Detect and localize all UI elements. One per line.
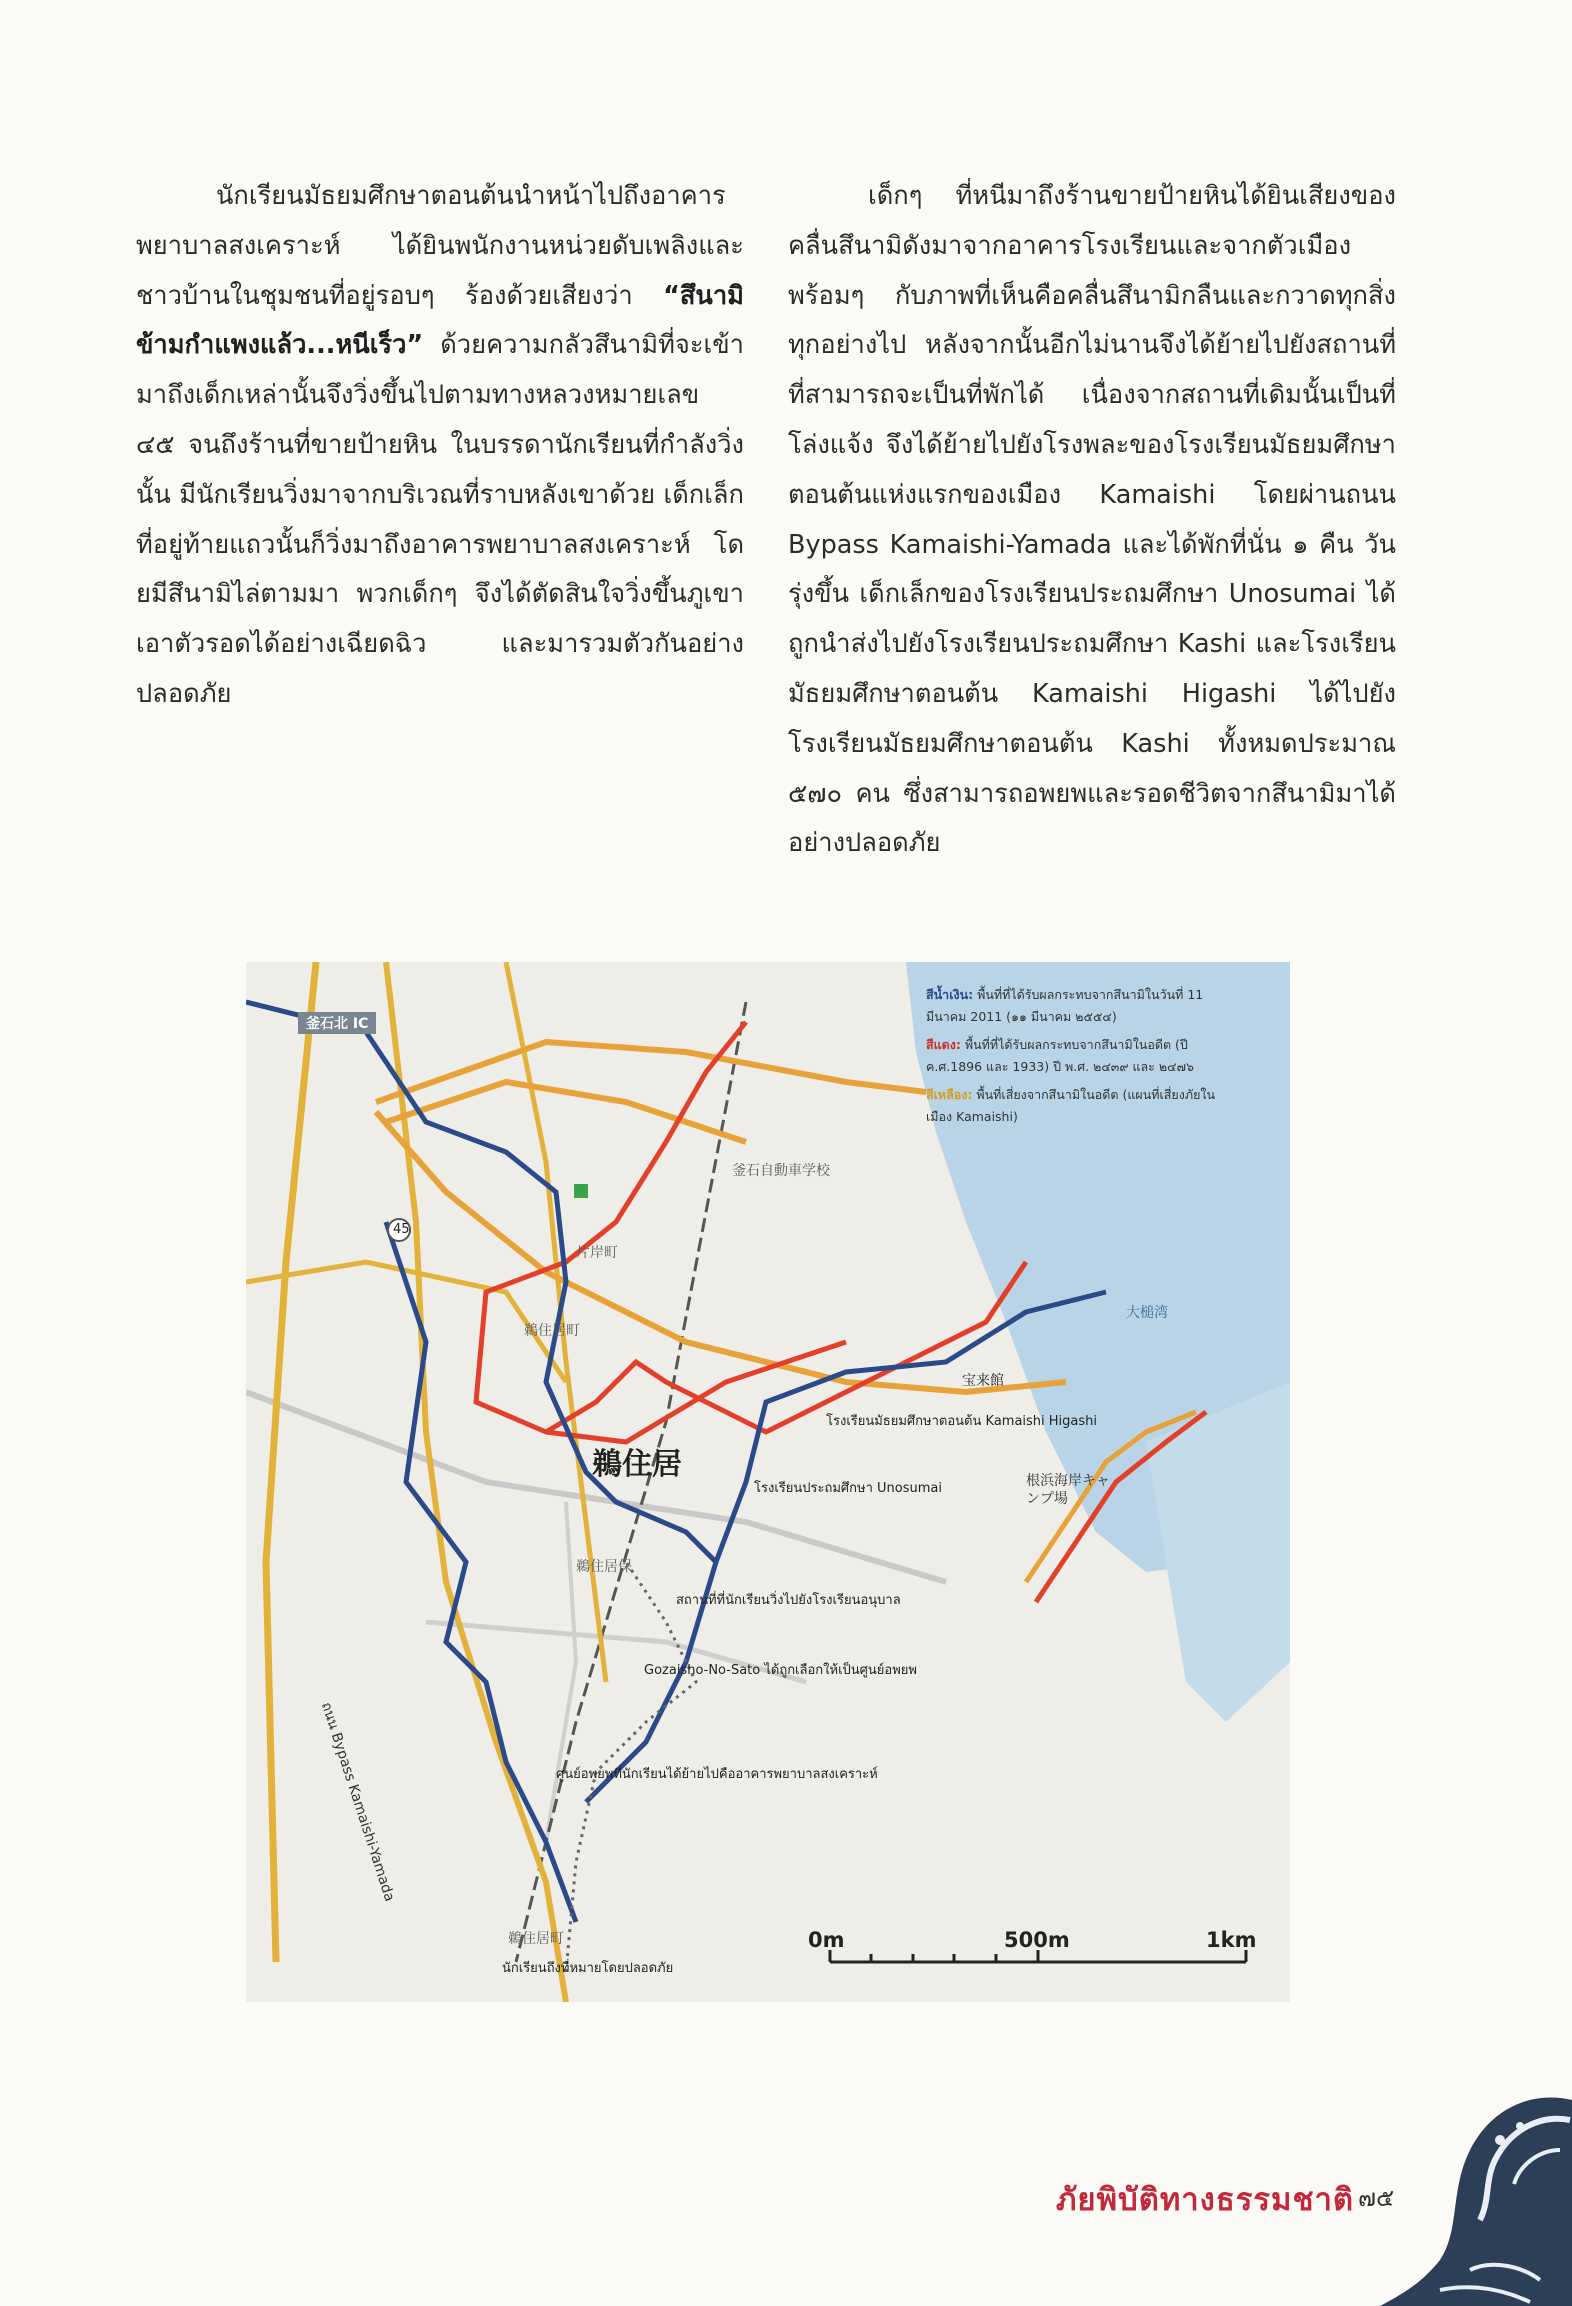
scale-label-1k: 1km [1206,1928,1257,1952]
section-title: ภัยพิบัติทางธรรมชาติ [1056,2182,1355,2218]
paragraph-text: ด้วยความกลัวสึนามิที่จะเข้ามาถึงเด็กเหล่านั้นจึงวิ่งขึ้นไปตามทางหลวงหมายเลข ๔๕ จนถึงร้านที่ขายป้ายหิน ในบรรดานักเรียนที่กำลังวิ่งนั้น มีนักเรียนวิ่งมาจากบริเวณที่ราบหลังเขาด้วย เด็กเล็กที่อยู่ท้ายแถวนั้นก็วิ่งมาถึงอาคารพยาบาลสงเคราะห์ โดยมีสึนามิไล่ตามมา พวกเด็กๆ จึงได้ตัดสินใจวิ่งขึ้นภูเขา เอาตัวรอดได้อย่างเฉียดฉิว และมารวมตัวกันอย่างปลอดภัย [136,330,744,709]
driving-school-label: 釜石自動車学校 [732,1163,830,1179]
article-paragraph: เด็กๆ ที่หนีมาถึงร้านขายป้ายหินได้ยินเสียงของคลื่นสึนามิดังมาจากอาคารโรงเรียนและจากตัวเมือง พร้อมๆ กับภาพที่เห็นคือคลื่นสึนามิกลืนและกวาดทุกสิ่งทุกอย่างไป หลังจากนั้นอีกไม่นานจึงได้ย้ายไปยังสถานที่ที่สามารถจะเป็นที่พักได้ เนื่องจากสถานที่เดิมนั้นเป็นที่โล่งแจ้ง จึงได้ย้ายไปยังโรงพละของโรงเรียนมัธยมศึกษาตอนต้นแห่งแรกของเมือง Kamaishi โดยผ่านถนน Bypass Kamaishi-Yamada และได้พักที่นั่น ๑ คืน วันรุ่งขึ้น เด็กเล็กของโรงเรียนประถมศึกษา Unosumai ได้ถูกนำส่งไปยังโรงเรียนประถมศึกษา Kashi และโรงเรียนมัธยมศึกษาตอนต้น Kamaishi Higashi ได้ไปยังโรงเรียนมัธยมศึกษาตอนต้น Kashi ทั้งหมดประมาณ ๕๗๐ คน ซึ่งสามารถอพยพและรอดชีวิตจากสึนามิมาได้อย่างปลอดภัย [788,181,1396,859]
legend-item-blue [926,984,1226,1028]
scale-label-0: 0m [808,1928,845,1952]
bottom-town-label: 鵜住居町 [508,1931,564,1947]
legend-yellow-text: พื้นที่เสี่ยงจากสึนามิในอดีต (แผนที่เสี่ยงภัยในเมือง Kamaishi) [926,1087,1216,1124]
minor-road [546,1502,576,1842]
railway-line [516,1002,746,1962]
article-left-column [136,172,744,720]
unosumai-station-label: 鵜住居 [592,1447,682,1482]
legend-yellow-label: สีเหลือง: [926,1087,973,1102]
unosumai-cho-label: 鵜住居町 [524,1323,580,1339]
route-45-label: 45 [393,1222,410,1237]
camp-label: 根浜海岸キャンプ場 [1026,1473,1110,1507]
page-number: ๗๕ [1358,2184,1395,2212]
map-legend [926,984,1226,1134]
bay-label: 大槌湾 [1126,1305,1168,1321]
arrival-label: นักเรียนถึงที่หมายโดยปลอดภัย [502,1961,674,1976]
legend-item-red [926,1034,1226,1078]
unosumai-south-label: 鵜住居保 [576,1559,632,1575]
park-marker [574,1184,588,1198]
bypass-road-label: ถนน Bypass Kamaishi-Yamada [317,1700,398,1904]
article-paragraph [136,172,744,720]
wave-illustration [1380,2080,1572,2306]
evac-center-label: ศูนย์อพยพที่นักเรียนได้ย้ายไปคืออาคารพยาบาลสงเคราะห์ [556,1767,878,1782]
interchange-label: 釜石北 IC [298,1012,376,1034]
article-right-column [788,172,1396,869]
legend-item-yellow [926,1084,1226,1128]
legend-red-label: สีแดง: [926,1037,961,1052]
legend-blue-text: พื้นที่ที่ได้รับผลกระทบจากสึนามิในวันที่ 11 มีนาคม 2011 (๑๑ มีนาคม ๒๕๕๔) [926,987,1204,1024]
highway-road [266,962,316,1962]
legend-blue-label: สีน้ำเงิน: [926,987,974,1002]
paragraph-text: นักเรียนมัธยมศึกษาตอนต้นนำหน้าไปถึงอาคารพยาบาลสงเคราะห์ ได้ยินพนักงานหน่วยดับเพลิงและชาวบ้านในชุมชนที่อยู่รอบๆ ร้องด้วยเสียงว่า [136,181,744,311]
care-home-label: สถานที่ที่นักเรียนวิ่งไปยังโรงเรียนอนุบาล [676,1593,901,1608]
katagishi-label: 片岸町 [576,1245,618,1261]
scale-label-500: 500m [1004,1928,1070,1952]
legend-red-text: พื้นที่ที่ได้รับผลกระทบจากสึนามิในอดีต (ปี ค.ศ.1896 และ 1933) ปี พ.ศ. ๒๔๓๙ และ ๒๔๗๖ [926,1037,1194,1074]
unosumai-school-label: โรงเรียนประถมศึกษา Unosumai [754,1481,942,1496]
gozaisho-label: Gozaisho-No-Sato ได้ถูกเลือกให้เป็นศูนย์อพยพ [644,1663,917,1678]
higashi-school-label: โรงเรียนมัธยมศึกษาตอนต้น Kamaishi Higashi [826,1414,1098,1429]
evacuation-map [246,962,1290,2002]
hourai-label: 宝来館 [962,1373,1004,1389]
quote-text: “สึนามิข้ามกำแพงแล้ว...หนีเร็ว” [136,280,744,361]
